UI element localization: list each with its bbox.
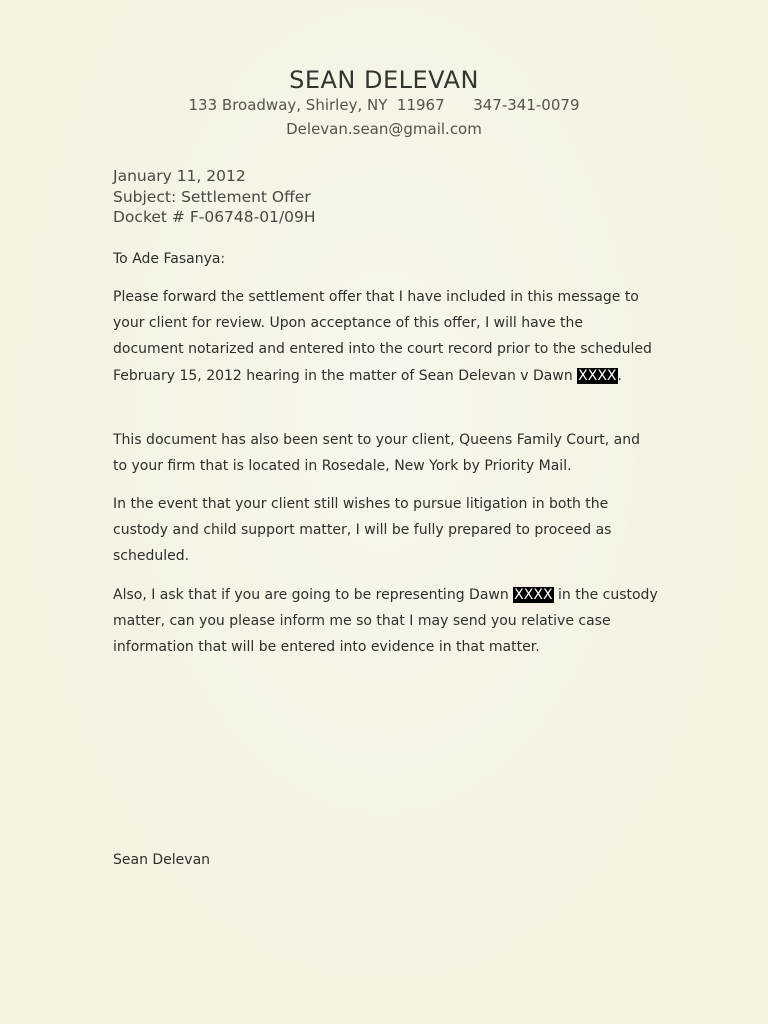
paragraph-3-text: In the event that your client still wishes to pursue litigation in both the custody and child support matter, I will be fully prepared to proceed as scheduled. xyxy=(113,496,612,565)
docket-number: Docket # F-06748-01/09H xyxy=(113,208,316,226)
signature-name: Sean Delevan xyxy=(113,852,211,868)
paragraph-3 xyxy=(113,491,658,570)
sender-email: Delevan.sean@gmail.com xyxy=(286,120,482,138)
redacted-name: XXXX xyxy=(514,587,553,603)
sender-address-phone: 133 Broadway, Shirley, NY 11967 347-341-0079 xyxy=(188,96,580,114)
redacted-name: XXXX xyxy=(578,367,617,384)
paragraph-2 xyxy=(113,427,658,479)
paragraph-1-end: . xyxy=(617,367,622,384)
letter-subject: Subject: Settlement Offer xyxy=(113,188,311,206)
letter-date: January 11, 2012 xyxy=(113,167,246,185)
salutation: To Ade Fasanya: xyxy=(113,251,226,267)
paragraph-4 xyxy=(113,582,658,661)
paragraph-1-text: Please forward the settlement offer that I have included in this message to your client for review. Upon acceptance of this offer, I will have the document notarized and entered into the court record prior to the scheduled February 15, 2012 hearing in the matter of Sean Delevan v Dawn xyxy=(113,289,652,384)
paragraph-4-end: in the custody matter, can you please inform me so that I may send you relative case information that will be entered into evidence in that matter. xyxy=(113,587,658,656)
paragraph-1 xyxy=(113,284,658,389)
paragraph-4-text: Also, I ask that if you are going to be representing Dawn xyxy=(113,587,514,603)
sender-name: SEAN DELEVAN xyxy=(289,66,479,94)
paragraph-2-text: This document has also been sent to your client, Queens Family Court, and to your firm that is located in Rosedale, New York by Priority Mail. xyxy=(113,432,640,475)
